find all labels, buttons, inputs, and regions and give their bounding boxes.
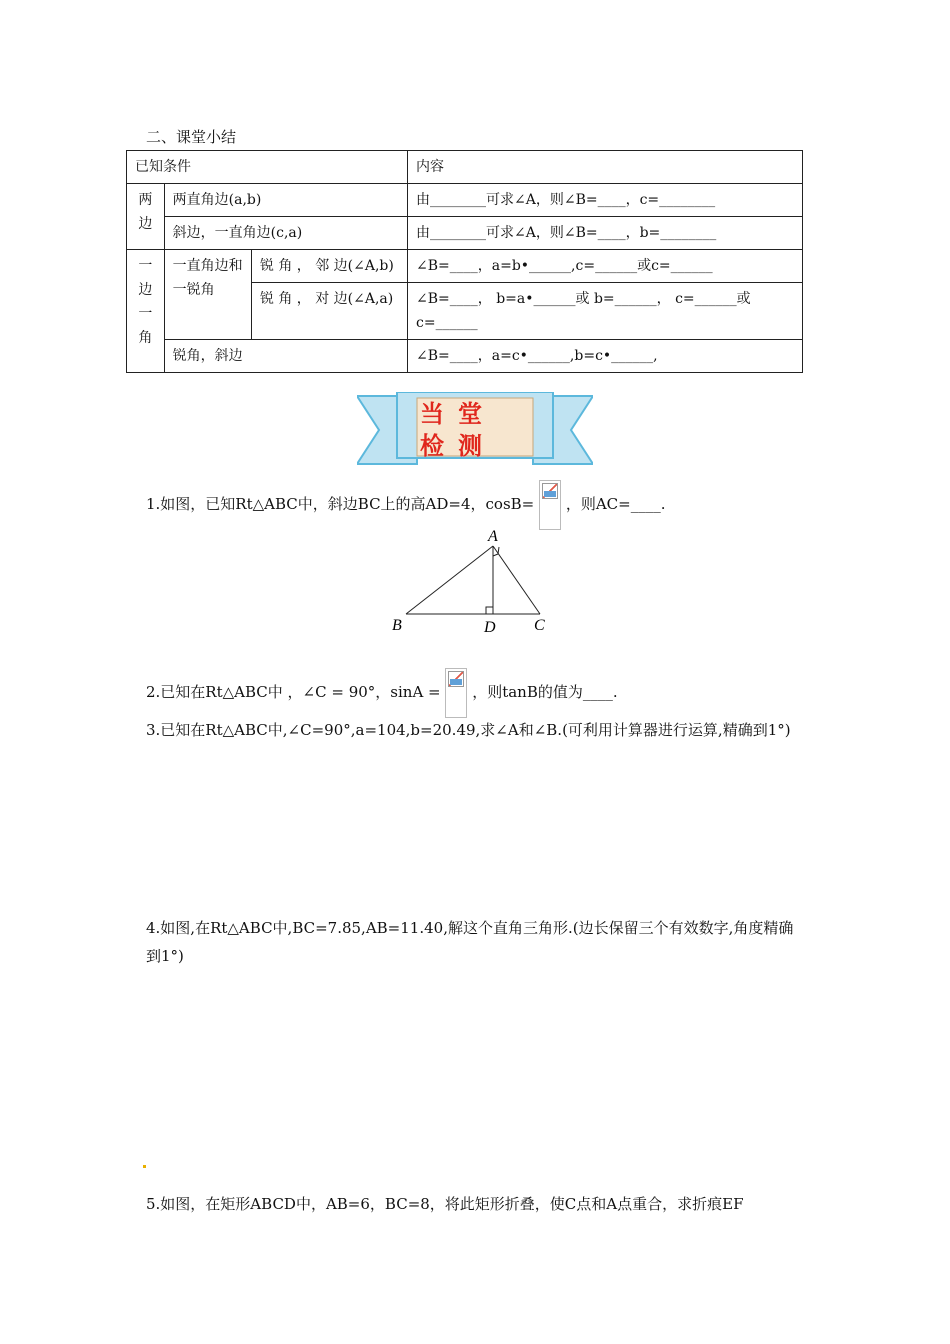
question-2: 2.已知在Rt△ABC中 ，∠C = 90°，sinA = ，则tanB的值为____.	[146, 668, 806, 718]
table-row	[127, 184, 803, 217]
fraction-image-icon	[539, 480, 561, 530]
decorative-dot	[143, 1165, 146, 1168]
row3-condition: 锐 角 ， 邻 边(∠A,b)	[251, 250, 407, 283]
two-sides-label: 两 边	[127, 184, 165, 250]
label-C: C	[534, 617, 545, 634]
question-5: 5.如图，在矩形ABCD中，AB=6，BC=8，将此矩形折叠，使C点和A点重合，求折痕EF	[146, 1195, 744, 1213]
question-4: 4.如图,在Rt△ABC中,BC=7.85,AB=11.40,解这个直角三角形.(边长保留三个有效数字,角度精确到1°)	[146, 919, 794, 965]
row1-condition: 两直角边(a,b)	[164, 184, 407, 217]
row5-content: ∠B=____，a=c•______,b=c•______,	[408, 340, 803, 373]
header-condition: 已知条件	[127, 151, 408, 184]
header-content: 内容	[408, 151, 803, 184]
table-row	[127, 217, 803, 250]
summary-table	[126, 150, 803, 373]
table-row	[127, 250, 803, 283]
triangle-figure	[386, 526, 558, 638]
question-1: 1.如图，已知Rt△ABC中，斜边BC上的高AD=4，cosB= ，则AC=____.	[146, 480, 806, 530]
leg-angle-label: 一直角边和一锐角	[164, 250, 251, 340]
label-D: D	[484, 619, 496, 636]
row5-condition: 锐角，斜边	[164, 340, 407, 373]
row2-content: 由________可求∠A，则∠B=____，b=________	[408, 217, 803, 250]
row1-content: 由________可求∠A，则∠B=____，c=________	[408, 184, 803, 217]
side-angle-label: 一 边 一 角	[127, 250, 165, 373]
row2-condition: 斜边，一直角边(c,a)	[164, 217, 407, 250]
table-header-row	[127, 151, 803, 184]
question-3: 3.已知在Rt△ABC中,∠C=90°,a=104,b=20.49,求∠A和∠B.(可利用计算器进行运算,精确到1°)	[146, 721, 791, 739]
row3-content: ∠B=____，a=b•______,c=______或c=______	[408, 250, 803, 283]
row4-condition: 锐 角 ， 对 边(∠A,a)	[251, 283, 407, 340]
section-title: 二、课堂小结	[146, 128, 237, 146]
banner-title: 当堂检测	[420, 400, 496, 460]
fraction-image-icon	[445, 668, 467, 718]
label-A: A	[488, 528, 498, 545]
label-B: B	[392, 617, 402, 634]
table-row	[127, 340, 803, 373]
row4-content: ∠B=____， b=a•______或 b=______， c=______或c=______	[408, 283, 803, 340]
